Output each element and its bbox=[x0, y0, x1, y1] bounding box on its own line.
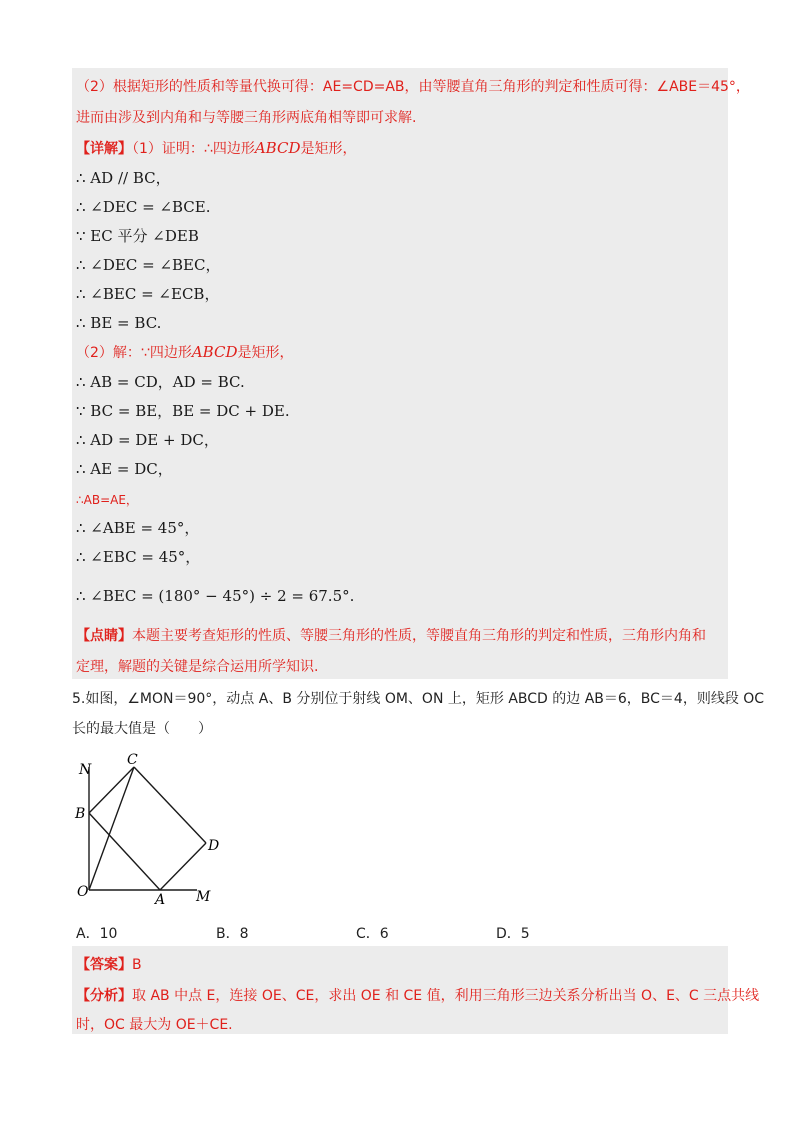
analysis-text-1: 取 AB 中点 E，连接 OE、CE，求出 OE 和 CE 值，利用三角形三边关系分析出当 O、E、C 三点共线 bbox=[132, 988, 760, 1004]
proof-1-line-2: ∴ ∠DEC = ∠BCE. bbox=[76, 198, 211, 216]
comment-text-1: 本题主要考查矩形的性质、等腰三角形的性质，等腰直角三角形的判定和性质，三角形内角和 bbox=[132, 628, 706, 644]
proof-2-line-4: ∴ AE = DC， bbox=[76, 460, 173, 478]
rect-side-cd bbox=[134, 767, 206, 843]
comment-line-1 bbox=[76, 626, 706, 646]
option-d[interactable]: D．5 bbox=[496, 926, 530, 942]
rect-side-bc bbox=[89, 767, 134, 813]
option-a[interactable]: A．10 bbox=[76, 926, 118, 942]
is-rect-text-2: 是矩形， bbox=[237, 345, 294, 361]
answer-line bbox=[76, 955, 142, 975]
analysis-line-2: 时，OC 最大为 OE＋CE. bbox=[76, 1017, 233, 1033]
proof-1-line-4: ∴ ∠DEC = ∠BEC， bbox=[76, 256, 221, 274]
proof-2-line-8: ∴ ∠BEC = (180° − 45°) ÷ 2 = 67.5°. bbox=[76, 587, 355, 605]
rect-side-ab bbox=[89, 813, 160, 890]
proof-2-line-6: ∴ ∠ABE = 45°， bbox=[76, 519, 200, 537]
comment-heading: 【点睛】 bbox=[76, 628, 132, 644]
rect-name: ABCD bbox=[254, 139, 301, 157]
option-c[interactable]: C．6 bbox=[356, 926, 389, 942]
analysis-2-line-2: 进而由涉及到内角和与等腰三角形两底角相等即可求解. bbox=[76, 110, 417, 126]
label-m: M bbox=[196, 889, 211, 905]
proof-1-line-6: ∴ BE = BC. bbox=[76, 314, 162, 332]
label-o: O bbox=[77, 884, 89, 900]
analysis-2-line-1: （2）根据矩形的性质和等量代换可得：AE=CD=AB，由等腰直角三角形的判定和性质可得：∠ABE＝45°， bbox=[76, 79, 750, 95]
detail-line bbox=[76, 138, 356, 159]
detail-heading: 【详解】 bbox=[76, 141, 132, 157]
proof-2-line-5: ∴AB=AE， bbox=[76, 493, 138, 507]
proof-2-line-7: ∴ ∠EBC = 45°， bbox=[76, 548, 201, 566]
proof-1-line-3: ∵ EC 平分 ∠DEB bbox=[76, 227, 199, 245]
answer-value: B bbox=[132, 957, 142, 973]
option-b[interactable]: B．8 bbox=[216, 926, 249, 942]
comment-line-2: 定理，解题的关键是综合运用所学知识. bbox=[76, 659, 319, 675]
is-rect-text: 是矩形， bbox=[300, 141, 357, 157]
segment-oc bbox=[89, 767, 134, 890]
geometry-figure bbox=[72, 750, 232, 908]
question-line-1: 5.如图，∠MON＝90°，动点 A、B 分别位于射线 OM、ON 上，矩形 ABCD 的边 AB＝6，BC＝4，则线段 OC bbox=[72, 691, 765, 707]
analysis-line-1 bbox=[76, 986, 759, 1006]
proof-1-line-1: ∴ AD // BC， bbox=[76, 169, 171, 187]
detail-part-1: （1）证明：∴四边形 bbox=[132, 141, 255, 157]
label-b: B bbox=[75, 806, 86, 822]
label-a: A bbox=[155, 892, 166, 908]
answer-heading: 【答案】 bbox=[76, 957, 132, 973]
rect-side-da bbox=[160, 843, 206, 890]
rect-name-2: ABCD bbox=[191, 343, 238, 361]
proof-2-line-3: ∴ AD = DE + DC， bbox=[76, 431, 219, 449]
label-n: N bbox=[79, 762, 92, 778]
proof-1-line-5: ∴ ∠BEC = ∠ECB， bbox=[76, 285, 220, 303]
proof-2-line-2: ∵ BC = BE，BE = DC + DE. bbox=[76, 402, 290, 420]
analysis-heading: 【分析】 bbox=[76, 988, 132, 1004]
proof-2-line-1: ∴ AB = CD，AD = BC. bbox=[76, 373, 245, 391]
detail-part-2-line bbox=[76, 342, 293, 363]
question-line-2: 长的最大值是（ ） bbox=[72, 721, 212, 737]
detail-part-2: （2）解：∵四边形 bbox=[76, 345, 192, 361]
label-c: C bbox=[127, 752, 138, 768]
label-d: D bbox=[208, 838, 220, 854]
